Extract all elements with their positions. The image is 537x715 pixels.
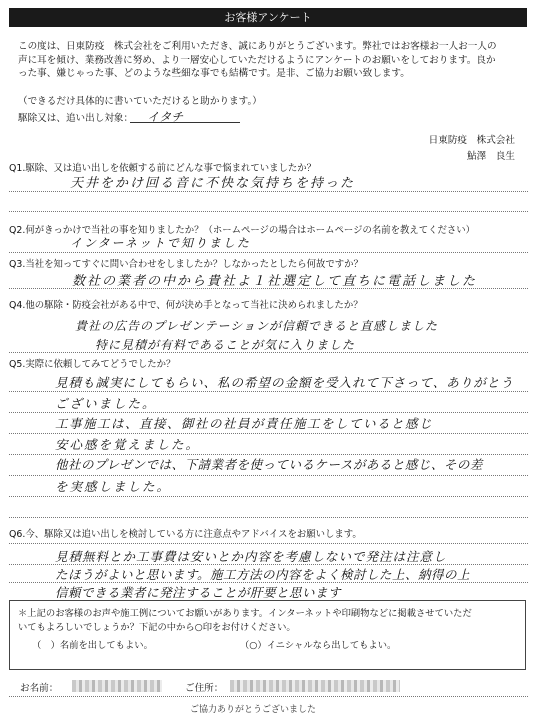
question-2: Q2.何がきっかけで当社の事を知りましたか？（ホームページの場合はホームページの名前を教えてください） [9, 225, 475, 236]
answer-rule [9, 288, 528, 289]
answer-5-line-6: を実感しました。 [55, 479, 172, 494]
permission-box [9, 600, 526, 670]
name-label: お名前： [20, 683, 59, 694]
answer-rule [9, 543, 528, 544]
target-label: 駆除又は、追い出し対象： [18, 113, 134, 124]
answer-rule [9, 475, 528, 476]
question-4: Q4.他の駆除・防疫会社がある中で、何が決め手となって当社に決められましたか？ [9, 300, 363, 311]
permission-text: いてもよろしいでしょうか？下記の中から○印をお付けください。 [18, 622, 296, 633]
answer-5-line-3: 工事施工は、直接、御社の社員が責任施工をしていると感じ [55, 416, 434, 431]
answer-6-line-3: 信頼できる業者に発注することが肝要と思います [55, 585, 342, 600]
question-6: Q6.今、駆除又は追い出しを検討している方に注意点やアドバイスをお願いします。 [9, 529, 362, 540]
intro-line: この度は、日東防疫 株式会社をご利用いただき、誠にありがとうございます。弊社ではお客様お一人お一人の [18, 41, 497, 52]
answer-rule [9, 391, 528, 392]
company-signer: 鮎澤 良生 [467, 151, 515, 162]
question-3: Q3.当社を知ってすぐに問い合わせをしましたか？しなかったとしたら何故ですか？ [9, 259, 363, 270]
answer-2: インターネットで知りました [70, 236, 251, 250]
intro-line: 声に耳を傾け、業務改善に努め、より一層安心していただけるようにアンケートのお願いをしております。良か [18, 54, 496, 66]
answer-rule [9, 252, 528, 253]
survey-title: お客様アンケート [9, 8, 527, 27]
answer-5-line-1: 見積も誠実にしてもらい、私の希望の金額を受入れて下さって、ありがとう [55, 375, 514, 390]
answer-rule [9, 352, 528, 353]
answer-rule [9, 211, 528, 212]
redacted-name [72, 680, 162, 692]
answer-3: 数社の業者の中から貴社よ１社選定して直ちに電話しました [72, 274, 478, 289]
answer-1: 天井をかけ回る音に不快な気持ちを持った [70, 176, 356, 191]
intro-note: （できるだけ具体的に書いていただけると助かります。） [18, 96, 262, 107]
question-1: Q1.駆除、又は追い出しを依頼する前にどんな事で悩まれていましたか？ [9, 163, 316, 174]
answer-5-line-5: 他社のプレゼンでは、下請業者を使っているケースがあると感じ、その差 [55, 457, 483, 472]
footer-thanks: ご協力ありがとうございました [190, 705, 317, 715]
redacted-address [230, 680, 400, 692]
target-underline [130, 122, 240, 123]
answer-rule [9, 517, 528, 518]
company-name: 日東防疫 株式会社 [428, 135, 515, 146]
answer-rule [9, 496, 528, 497]
answer-5-line-2: ございました。 [55, 396, 157, 411]
address-label: ご住所： [185, 683, 224, 694]
target-value: イタチ [147, 110, 184, 124]
answer-4-line-2: 特に見積が有料であることが気に入りました [95, 338, 356, 352]
answer-4-line-1: 貴社の広告のプレゼンテーションが信頼できると直感しました [75, 319, 439, 333]
answer-rule [9, 433, 528, 434]
answer-5-line-4: 安心感を覚えました。 [55, 437, 201, 452]
permission-option-initial: （○）イニシャルなら出してもよい。 [240, 640, 397, 651]
permission-text: ＊上記のお客様のお声や施工例についてお願いがあります。インターネットや印刷物などに掲載させていただ [18, 608, 472, 619]
intro-text [18, 40, 528, 81]
answer-6-line-2: たほうがよいと思います。施工方法の内容をよく検討した上、納得の上 [55, 567, 471, 582]
answer-rule [9, 412, 528, 413]
intro-line: った事、嫌じゃった事、どのような些細な事でも結構です。是非、ご協力お願い致します。 [18, 68, 410, 80]
answer-rule [9, 191, 528, 192]
question-5: Q5.実際に依頼してみてどうでしたか？ [9, 359, 176, 370]
permission-option-name: （ ）名前を出してもよい。 [32, 640, 153, 651]
signature-rule [9, 696, 528, 697]
answer-6-line-1: 見積無料とか工事費は安いとか内容を考慮しないで発注は注意し [55, 549, 447, 564]
